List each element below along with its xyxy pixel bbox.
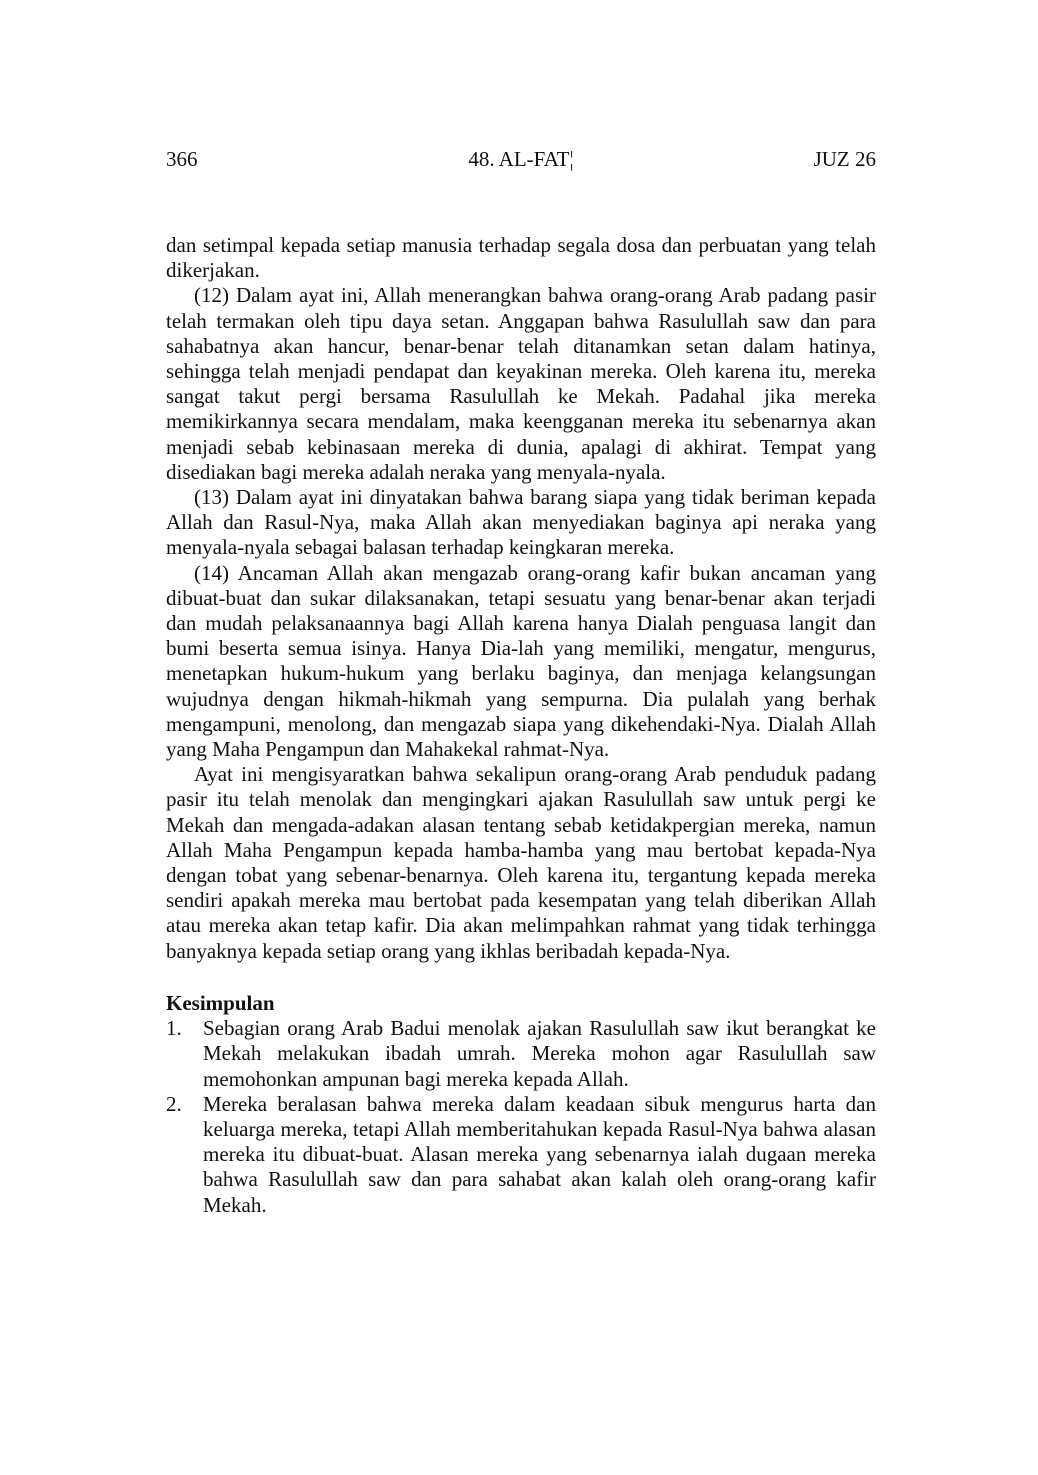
paragraph-verse-12: (12) Dalam ayat ini, Allah menerangkan bahwa orang-orang Arab padang pasir telah termakan oleh tipu daya setan. Anggapan bahwa Rasulullah saw dan para sahabatnya akan hancur, benar-benar telah ditanamkan setan dalam hatinya, sehingga telah menjadi pendapat dan keyakinan mereka. Oleh karena itu, mereka sangat takut pergi bersama Rasulullah ke Mekah. Padahal jika mereka memikirkannya secara mendalam, maka keengganan mereka itu sebenarnya akan menjadi sebab kebinasaan mereka di dunia, apalagi di akhirat. Tempat yang disediakan bagi mereka adalah neraka yang menyala-nyala. — [166, 283, 876, 484]
page — [166, 142, 876, 1218]
paragraph-explanation: Ayat ini mengisyaratkan bahwa sekalipun orang-orang Arab penduduk padang pasir itu telah menolak dan mengingkari ajakan Rasulullah saw untuk pergi ke Mekah dan mengada-adakan alasan tentang sebab ketidakpergian mereka, namun Allah Maha Pengampun kepada hamba-hamba yang mau bertobat kepada-Nya dengan tobat yang sebenar-benarnya. Oleh karena itu, tergantung kepada mereka sendiri apakah mereka mau bertobat pada kesempatan yang telah diberikan Allah atau mereka akan tetap kafir. Dia akan melimpahkan rahmat yang tidak terhingga banyaknya kepada setiap orang yang ikhlas beribadah kepada-Nya. — [166, 762, 876, 963]
body-text — [166, 233, 876, 964]
conclusion-heading: Kesimpulan — [166, 990, 275, 1015]
conclusion-list — [166, 1016, 876, 1218]
conclusion-item — [166, 1092, 876, 1218]
paragraph-continuation: dan setimpal kepada setiap manusia terhadap segala dosa dan perbuatan yang telah dikerjakan. — [166, 233, 876, 283]
running-header — [166, 142, 876, 176]
paragraph-verse-14: (14) Ancaman Allah akan mengazab orang-orang kafir bukan ancaman yang dibuat-buat dan sukar dilaksanakan, tetapi sesuatu yang benar-benar akan terjadi dan mudah pelaksanaannya bagi Allah karena hanya Dialah penguasa langit dan bumi beserta semua isinya. Hanya Dia-lah yang memiliki, mengatur, mengurus, menetapkan hukum-hukum yang berlaku baginya, dan menjaga kelangsungan wujudnya dengan hikmah-hikmah yang sempurna. Dia pulalah yang berhak mengampuni, menolong, dan mengazab siapa yang dikehendaki-Nya. Dialah Allah yang Maha Pengampun dan Mahakekal rahmat-Nya. — [166, 560, 876, 762]
conclusion-item — [166, 1016, 876, 1092]
paragraph-verse-13: (13) Dalam ayat ini dinyatakan bahwa barang siapa yang tidak beriman kepada Allah dan Rasul-Nya, maka Allah akan menyediakan baginya api neraka yang menyala-nyala sebagai balasan terhadap keingkaran mereka. — [166, 485, 876, 560]
conclusion-item-number: 1. — [166, 1016, 182, 1041]
juz-label: JUZ 26 — [813, 147, 876, 171]
conclusion-item-text: Mereka beralasan bahwa mereka dalam keadaan sibuk mengurus harta dan keluarga mereka, tetapi Allah memberitahukan kepada Rasul-Nya bahwa alasan mereka itu dibuat-buat. Alasan mereka yang sebenarnya ialah dugaan mereka bahwa Rasulullah saw dan para sahabat akan kalah oleh orang-orang kafir Mekah. — [203, 1091, 876, 1217]
surah-title: 48. AL-FAT¦ — [468, 147, 574, 171]
conclusion-item-number: 2. — [166, 1091, 182, 1116]
page-number: 366 — [166, 147, 198, 171]
conclusion-item-text: Sebagian orang Arab Badui menolak ajakan Rasulullah saw ikut berangkat ke Mekah melakukan ibadah umrah. Mereka mohon agar Rasulullah saw memohonkan ampunan bagi mereka kepada Allah. — [203, 1016, 876, 1091]
